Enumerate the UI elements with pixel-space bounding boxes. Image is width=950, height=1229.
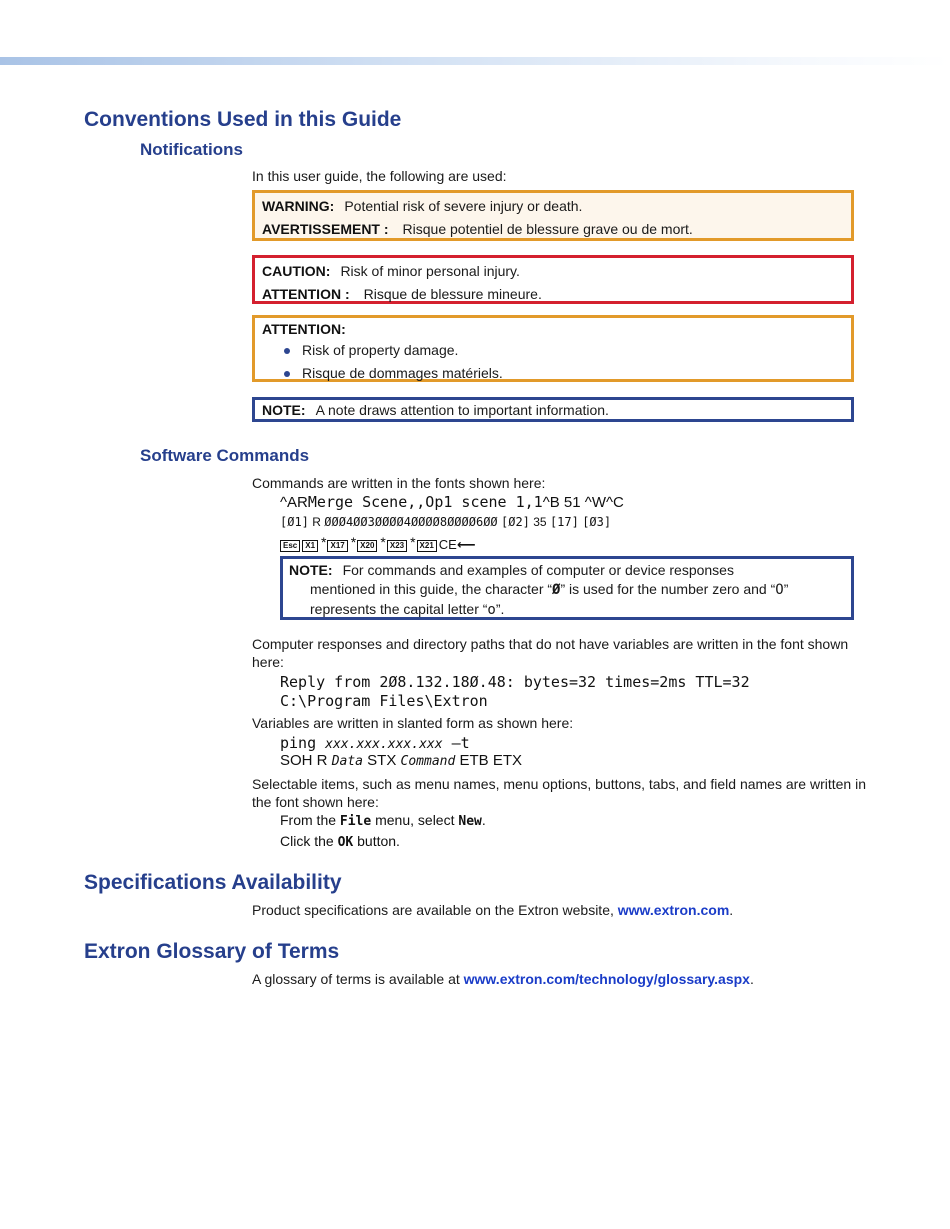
attention-label: ATTENTION:	[262, 321, 346, 337]
caution-label: CAUTION:	[262, 263, 331, 279]
x17-key-icon: X17	[327, 540, 347, 552]
note-commands-line3: represents the capital letter “o”.	[310, 601, 505, 618]
avertissement-text: Risque potentiel de blessure grave ou de mort.	[402, 221, 693, 237]
note-commands-line1: For commands and examples of computer or device responses	[342, 562, 734, 578]
commands-intro: Commands are written in the fonts shown here:	[252, 475, 546, 491]
heading-glossary: Extron Glossary of Terms	[84, 940, 340, 963]
heading-specifications: Specifications Availability	[84, 871, 342, 894]
x20-key-icon: X20	[357, 540, 377, 552]
enter-arrow-icon: ⟵	[456, 537, 476, 552]
command-example-2: [Ø1] R ØØØ4ØØ3ØØØØ4ØØØØ8ØØØØ6ØØ [Ø2] 35 [17] [Ø3]	[280, 515, 612, 529]
caution-text: Risk of minor personal injury.	[340, 263, 520, 279]
esc-key-icon: Esc	[280, 540, 300, 552]
note-box	[252, 397, 854, 422]
extron-website-link[interactable]: www.extron.com	[617, 902, 730, 918]
response-example-2: C:\Program Files\Extron	[280, 692, 488, 710]
selectable-intro: Selectable items, such as menu names, menu options, buttons, tabs, and field names are written in the font shown here:	[252, 776, 866, 810]
note-text: A note draws attention to important information.	[315, 402, 609, 418]
note-commands-label: NOTE:	[289, 562, 333, 578]
attention-fr-text: Risque de blessure mineure.	[363, 286, 542, 302]
warning-box	[252, 190, 854, 241]
variable-example-2: SOH R Data STX Command ETB ETX	[280, 752, 522, 769]
list-item: Risk of property damage.	[282, 339, 844, 362]
header-gradient-bar	[0, 57, 950, 65]
warning-text: Potential risk of severe injury or death.	[344, 198, 583, 214]
heading-conventions: Conventions Used in this Guide	[84, 108, 402, 131]
note-commands-box	[280, 556, 854, 620]
attention-box	[252, 315, 854, 382]
note-commands-line2: mentioned in this guide, the character “Ø” is used for the number zero and “O”	[310, 581, 789, 598]
command-example-1: ^ARMerge Scene,,Op1 scene 1,1^B 51 ^W^C	[280, 493, 624, 511]
variable-example-1: ping xxx.xxx.xxx.xxx —t	[280, 734, 470, 752]
heading-software-commands: Software Commands	[140, 446, 310, 465]
avertissement-label: AVERTISSEMENT :	[262, 221, 389, 237]
note-label: NOTE:	[262, 402, 306, 418]
response-example-1: Reply from 2Ø8.132.18Ø.48: bytes=32 times=2ms TTL=32	[280, 673, 750, 691]
x21-key-icon: X21	[417, 540, 437, 552]
command-example-3: Esc X1 * X17 * X20 * X23 * X21 CE⟵	[280, 534, 475, 553]
glossary-text: A glossary of terms is available at www.extron.com/technology/glossary.aspx.	[252, 971, 754, 987]
x1-key-icon: X1	[302, 540, 318, 552]
selectable-example-1: From the File menu, select New.	[280, 812, 486, 829]
caution-box	[252, 255, 854, 304]
attention-fr-label: ATTENTION :	[262, 286, 350, 302]
x23-key-icon: X23	[387, 540, 407, 552]
selectable-example-2: Click the OK button.	[280, 833, 400, 850]
variables-intro: Variables are written in slanted form as shown here:	[252, 715, 574, 731]
attention-list	[262, 339, 844, 385]
specifications-text: Product specifications are available on the Extron website, www.extron.com.	[252, 902, 734, 918]
glossary-link[interactable]: www.extron.com/technology/glossary.aspx	[463, 971, 750, 987]
warning-label: WARNING:	[262, 198, 335, 214]
list-item: Risque de dommages matériels.	[282, 362, 844, 385]
heading-notifications: Notifications	[140, 140, 243, 159]
notifications-intro: In this user guide, the following are used:	[252, 168, 507, 184]
responses-intro: Computer responses and directory paths that do not have variables are written in the font shown here:	[252, 636, 849, 670]
